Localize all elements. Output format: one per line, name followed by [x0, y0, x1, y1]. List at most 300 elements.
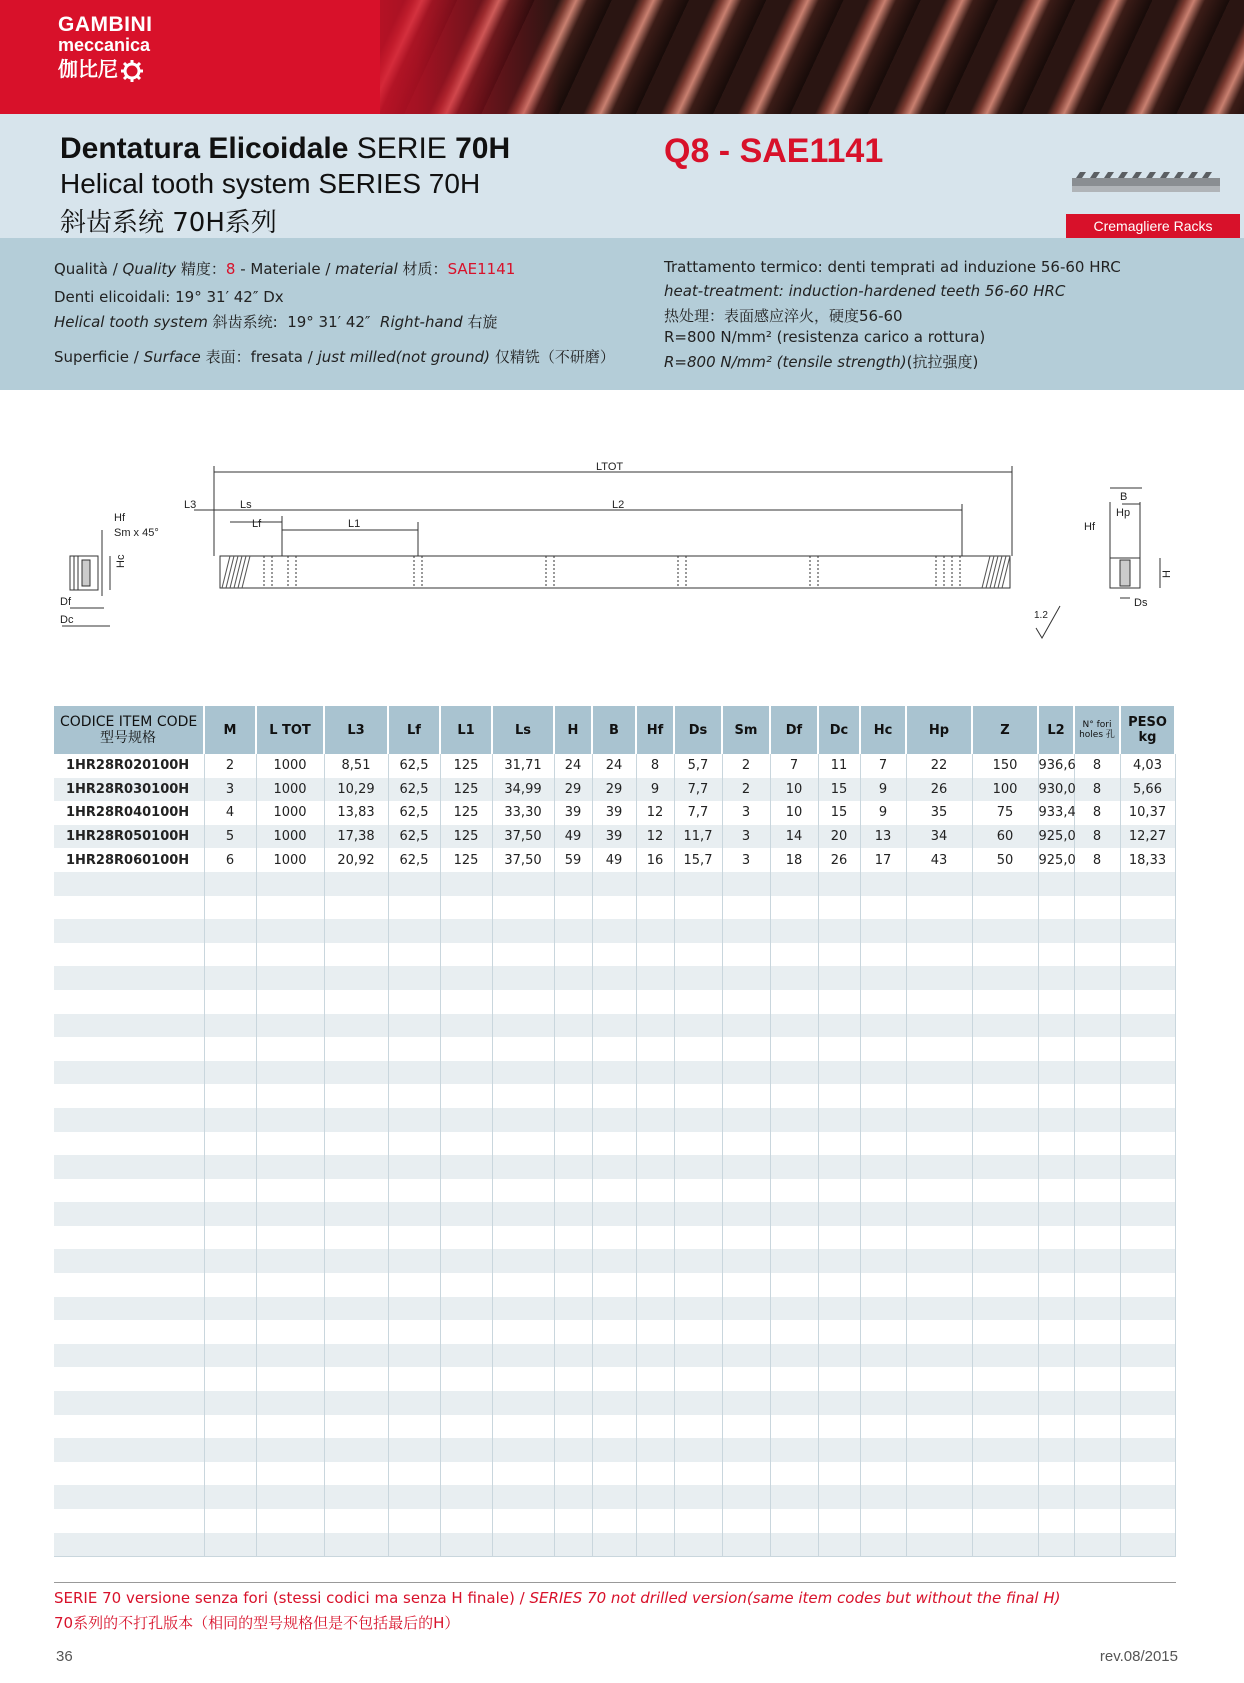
table-cell	[818, 1320, 860, 1344]
table-cell	[636, 943, 674, 967]
table-cell	[256, 966, 324, 990]
table-cell	[770, 919, 818, 943]
table-cell	[324, 966, 388, 990]
table-cell	[770, 1367, 818, 1391]
table-cell	[592, 1179, 636, 1203]
table-cell	[770, 1226, 818, 1250]
col-hf: Hf	[636, 706, 674, 754]
table-cell	[554, 1273, 592, 1297]
table-cell	[204, 966, 256, 990]
table-cell	[256, 1014, 324, 1038]
table-cell	[1074, 896, 1120, 920]
table-cell	[440, 966, 492, 990]
material-value: SAE1141	[447, 260, 516, 278]
table-cell: 29	[554, 778, 592, 802]
table-cell	[770, 896, 818, 920]
cell-item-code: 1HR28R050100H	[54, 825, 204, 849]
table-cell	[1038, 1108, 1074, 1132]
label-hc: Hc	[115, 554, 127, 568]
table-cell	[1038, 919, 1074, 943]
table-cell	[860, 896, 906, 920]
logo-line2: meccanica	[58, 35, 151, 55]
table-row	[54, 1273, 1175, 1297]
table-cell	[592, 1391, 636, 1415]
table-cell	[324, 896, 388, 920]
table-cell	[972, 1509, 1038, 1533]
table-cell	[1038, 1155, 1074, 1179]
table-cell	[636, 1320, 674, 1344]
table-cell	[674, 1179, 722, 1203]
table-cell	[492, 1014, 554, 1038]
table-cell: 50	[972, 848, 1038, 872]
table-cell	[1074, 1249, 1120, 1273]
note1-it: SERIE 70 versione senza fori (stessi codici ma senza H finale) /	[54, 1589, 530, 1607]
table-cell	[1038, 1367, 1074, 1391]
table-cell	[554, 1179, 592, 1203]
col-l1: L1	[440, 706, 492, 754]
table-cell	[256, 1179, 324, 1203]
table-cell	[204, 1061, 256, 1085]
table-cell	[636, 896, 674, 920]
quality-code-title: Q8 - SAE1141	[664, 132, 884, 170]
table-cell	[972, 1179, 1038, 1203]
title-band	[0, 114, 1244, 238]
table-cell	[818, 1155, 860, 1179]
table-cell	[860, 1273, 906, 1297]
table-cell: 62,5	[388, 778, 440, 802]
table-cell	[1074, 1037, 1120, 1061]
table-cell	[972, 1084, 1038, 1108]
table-cell	[636, 1179, 674, 1203]
table-cell	[554, 1462, 592, 1486]
table-cell	[204, 1249, 256, 1273]
table-cell	[906, 1344, 972, 1368]
title-it-part2: SERIE	[348, 132, 456, 165]
table-cell	[388, 1344, 440, 1368]
table-cell	[770, 1179, 818, 1203]
table-cell	[818, 1249, 860, 1273]
table-cell	[592, 1367, 636, 1391]
table-cell	[592, 1509, 636, 1533]
table-cell: 5,66	[1120, 778, 1175, 802]
table-cell: 75	[972, 801, 1038, 825]
table-cell	[860, 1297, 906, 1321]
table-cell	[1120, 1179, 1175, 1203]
table-cell	[554, 1509, 592, 1533]
label-ds: Ds	[1134, 597, 1148, 609]
table-cell	[440, 1249, 492, 1273]
table-cell	[906, 1179, 972, 1203]
col-m: M	[204, 706, 256, 754]
table-cell	[440, 1155, 492, 1179]
table-cell	[770, 1132, 818, 1156]
table-cell	[554, 872, 592, 896]
table-cell: 933,4	[1038, 801, 1074, 825]
table-row	[54, 1226, 1175, 1250]
table-cell	[1120, 1367, 1175, 1391]
table-cell	[972, 1155, 1038, 1179]
col-df: Df	[770, 706, 818, 754]
table-cell	[440, 1438, 492, 1462]
table-cell	[440, 1344, 492, 1368]
table-row	[54, 1367, 1175, 1391]
table-cell	[636, 1014, 674, 1038]
table-row	[54, 1084, 1175, 1108]
table-row	[54, 1037, 1175, 1061]
table-row	[54, 1391, 1175, 1415]
surface-en: Surface	[143, 348, 201, 366]
table-cell: 4	[204, 801, 256, 825]
table-cell	[440, 1084, 492, 1108]
table-cell	[1074, 1509, 1120, 1533]
table-cell	[492, 1320, 554, 1344]
cell-item-code	[54, 1014, 204, 1038]
table-cell	[636, 1155, 674, 1179]
table-cell	[906, 1485, 972, 1509]
table-cell	[636, 1226, 674, 1250]
table-cell	[818, 966, 860, 990]
table-cell	[906, 1061, 972, 1085]
left-section-view	[62, 530, 110, 626]
table-cell: 10,37	[1120, 801, 1175, 825]
helical-right: Right-hand	[380, 313, 463, 331]
table-cell: 7	[860, 754, 906, 778]
table-cell	[860, 943, 906, 967]
cell-item-code: 1HR28R040100H	[54, 801, 204, 825]
table-cell	[906, 896, 972, 920]
table-cell	[1074, 1155, 1120, 1179]
table-cell	[860, 1037, 906, 1061]
table-cell: 8	[1074, 801, 1120, 825]
cell-item-code	[54, 1509, 204, 1533]
table-cell	[860, 1391, 906, 1415]
table-row	[54, 1415, 1175, 1439]
table-cell	[440, 896, 492, 920]
table-cell	[592, 1061, 636, 1085]
table-cell	[1120, 872, 1175, 896]
rack-icon	[1072, 170, 1220, 196]
table-cell	[860, 990, 906, 1014]
table-cell	[492, 1273, 554, 1297]
table-cell	[906, 1533, 972, 1557]
table-cell	[492, 1226, 554, 1250]
table-cell	[324, 1344, 388, 1368]
table-cell	[818, 896, 860, 920]
table-cell	[204, 1415, 256, 1439]
table-cell	[324, 943, 388, 967]
table-cell	[722, 872, 770, 896]
table-cell: 13,83	[324, 801, 388, 825]
table-cell	[256, 1202, 324, 1226]
table-cell	[770, 1344, 818, 1368]
table-cell	[440, 919, 492, 943]
table-cell	[204, 1320, 256, 1344]
cell-item-code	[54, 1297, 204, 1321]
quality-it: Qualità	[54, 260, 108, 278]
cell-item-code	[54, 990, 204, 1014]
table-cell	[1038, 896, 1074, 920]
table-cell: 5,7	[674, 754, 722, 778]
table-cell	[860, 966, 906, 990]
table-cell	[674, 1297, 722, 1321]
table-cell	[1120, 1249, 1175, 1273]
table-cell	[1038, 1344, 1074, 1368]
table-cell	[324, 1155, 388, 1179]
table-cell	[388, 1037, 440, 1061]
table-cell	[492, 1061, 554, 1085]
table-cell	[1120, 943, 1175, 967]
table-cell	[636, 1273, 674, 1297]
table-cell	[592, 1014, 636, 1038]
table-cell	[492, 1084, 554, 1108]
table-cell	[906, 1438, 972, 1462]
table-cell	[1038, 990, 1074, 1014]
table-cell	[554, 1297, 592, 1321]
table-cell	[440, 1485, 492, 1509]
quality-sep: /	[107, 260, 123, 278]
table-cell	[256, 1320, 324, 1344]
table-cell	[906, 1320, 972, 1344]
table-cell	[906, 1273, 972, 1297]
logo-cn: 伽比尼	[58, 57, 118, 81]
table-cell	[554, 896, 592, 920]
table-cell	[674, 919, 722, 943]
table-cell	[256, 1249, 324, 1273]
col-dc: Dc	[818, 706, 860, 754]
table-cell	[674, 990, 722, 1014]
helical-line	[54, 311, 497, 332]
quality-cn: 精度：	[176, 260, 226, 278]
table-cell	[324, 1061, 388, 1085]
table-cell	[674, 1438, 722, 1462]
table-cell	[906, 1202, 972, 1226]
logo-line1: GAMBINI	[58, 13, 153, 36]
table-cell	[554, 1367, 592, 1391]
table-cell: 3	[722, 801, 770, 825]
table-cell	[906, 1014, 972, 1038]
table-cell	[860, 1485, 906, 1509]
table-cell: 125	[440, 848, 492, 872]
surface-it: Superficie /	[54, 348, 144, 366]
table-cell	[388, 1462, 440, 1486]
strength-line-en	[664, 351, 978, 372]
table-cell	[972, 896, 1038, 920]
table-cell	[492, 1155, 554, 1179]
page-title-it	[60, 132, 510, 166]
table-cell	[674, 1273, 722, 1297]
table-cell	[440, 872, 492, 896]
table-cell	[722, 966, 770, 990]
table-cell	[1120, 966, 1175, 990]
table-row	[54, 1509, 1175, 1533]
table-cell	[860, 1202, 906, 1226]
table-cell	[492, 919, 554, 943]
table-cell	[1074, 1485, 1120, 1509]
table-cell	[204, 1273, 256, 1297]
table-cell	[256, 1061, 324, 1085]
quality-en: Quality	[122, 260, 177, 278]
table-cell: 29	[592, 778, 636, 802]
table-cell	[860, 1155, 906, 1179]
table-cell	[388, 1061, 440, 1085]
table-cell	[770, 1014, 818, 1038]
table-cell	[388, 1202, 440, 1226]
cell-item-code	[54, 1037, 204, 1061]
table-cell	[324, 1108, 388, 1132]
table-cell	[860, 872, 906, 896]
table-cell	[770, 990, 818, 1014]
label-ltot: LTOT	[596, 461, 624, 473]
table-cell	[860, 1179, 906, 1203]
table-cell	[1120, 1084, 1175, 1108]
table-cell	[1074, 1533, 1120, 1557]
table-cell	[388, 1014, 440, 1038]
denti-line: Denti elicoidali: 19° 31′ 42″ Dx	[54, 288, 284, 306]
table-cell	[388, 1084, 440, 1108]
table-cell	[636, 1249, 674, 1273]
table-cell	[554, 1415, 592, 1439]
table-cell	[492, 943, 554, 967]
table-cell	[324, 1509, 388, 1533]
table-cell	[204, 1391, 256, 1415]
col-code	[54, 706, 204, 754]
table-cell: 8	[1074, 778, 1120, 802]
table-cell	[1074, 1438, 1120, 1462]
table-cell	[770, 1297, 818, 1321]
table-body	[54, 754, 1175, 1556]
table-cell	[440, 1179, 492, 1203]
table-cell: 930,0	[1038, 778, 1074, 802]
table-cell: 9	[636, 778, 674, 802]
table-cell	[592, 1155, 636, 1179]
table-cell: 7,7	[674, 801, 722, 825]
table-cell	[388, 1391, 440, 1415]
table-cell	[492, 1249, 554, 1273]
table-cell	[722, 1297, 770, 1321]
table-cell	[636, 1533, 674, 1557]
table-cell: 125	[440, 778, 492, 802]
table-cell: 936,6	[1038, 754, 1074, 778]
table-row	[54, 1344, 1175, 1368]
table-cell	[256, 1297, 324, 1321]
table-cell	[492, 1202, 554, 1226]
table-cell	[972, 1061, 1038, 1085]
table-cell	[388, 1438, 440, 1462]
table-cell	[592, 990, 636, 1014]
table-cell: 24	[592, 754, 636, 778]
table-cell	[1038, 1297, 1074, 1321]
table-cell: 62,5	[388, 754, 440, 778]
table-cell	[906, 1155, 972, 1179]
table-cell	[722, 1132, 770, 1156]
table-cell	[770, 1391, 818, 1415]
table-cell	[204, 1438, 256, 1462]
table-cell	[1074, 1226, 1120, 1250]
table-cell	[1120, 1108, 1175, 1132]
table-cell	[674, 1391, 722, 1415]
table-row	[54, 1132, 1175, 1156]
table-cell	[674, 1249, 722, 1273]
table-cell	[722, 1438, 770, 1462]
table-row	[54, 1179, 1175, 1203]
table-cell	[554, 1438, 592, 1462]
table-cell	[554, 990, 592, 1014]
col-ls: Ls	[492, 706, 554, 754]
table-cell	[1038, 943, 1074, 967]
col-l2: L2	[1038, 706, 1074, 754]
table-cell	[324, 1438, 388, 1462]
table-row	[54, 1249, 1175, 1273]
table-cell	[972, 966, 1038, 990]
label-dc: Dc	[60, 614, 74, 626]
table-cell	[722, 1415, 770, 1439]
table-cell	[972, 1320, 1038, 1344]
table-cell	[972, 919, 1038, 943]
cell-item-code	[54, 1226, 204, 1250]
table-cell	[324, 1014, 388, 1038]
table-row	[54, 1533, 1175, 1557]
table-cell	[860, 919, 906, 943]
table-cell	[1074, 966, 1120, 990]
table-cell	[906, 1108, 972, 1132]
table-cell	[1120, 1202, 1175, 1226]
rack-technical-drawing	[52, 460, 1192, 660]
cell-item-code	[54, 1320, 204, 1344]
table-cell	[972, 1273, 1038, 1297]
table-cell: 7,7	[674, 778, 722, 802]
col-l3: L3	[324, 706, 388, 754]
table-cell: 3	[722, 825, 770, 849]
table-cell	[770, 1108, 818, 1132]
cell-item-code	[54, 943, 204, 967]
table-cell	[1074, 1273, 1120, 1297]
table-row	[54, 1155, 1175, 1179]
table-cell	[256, 1438, 324, 1462]
cell-item-code	[54, 1533, 204, 1557]
table-cell: 125	[440, 825, 492, 849]
table-cell	[492, 1509, 554, 1533]
table-cell	[554, 966, 592, 990]
table-cell	[860, 1509, 906, 1533]
label-b: B	[1120, 491, 1128, 503]
table-cell	[204, 990, 256, 1014]
table-cell: 34,99	[492, 778, 554, 802]
table-cell	[256, 1132, 324, 1156]
header-banner	[0, 0, 1244, 114]
table-cell	[860, 1061, 906, 1085]
cell-item-code	[54, 1249, 204, 1273]
table-cell	[492, 872, 554, 896]
table-cell	[770, 1037, 818, 1061]
table-cell	[906, 1462, 972, 1486]
table-cell	[818, 919, 860, 943]
table-cell	[554, 1108, 592, 1132]
table-cell	[388, 896, 440, 920]
table-cell	[906, 872, 972, 896]
table-row	[54, 1297, 1175, 1321]
table-cell	[1120, 1273, 1175, 1297]
table-cell	[972, 1297, 1038, 1321]
table-cell	[1120, 1415, 1175, 1439]
cell-item-code	[54, 1438, 204, 1462]
table-cell	[818, 1367, 860, 1391]
table-cell	[906, 1509, 972, 1533]
table-cell	[818, 1014, 860, 1038]
table-cell	[906, 919, 972, 943]
table-cell	[674, 1509, 722, 1533]
table-cell	[636, 1344, 674, 1368]
table-cell	[256, 1509, 324, 1533]
